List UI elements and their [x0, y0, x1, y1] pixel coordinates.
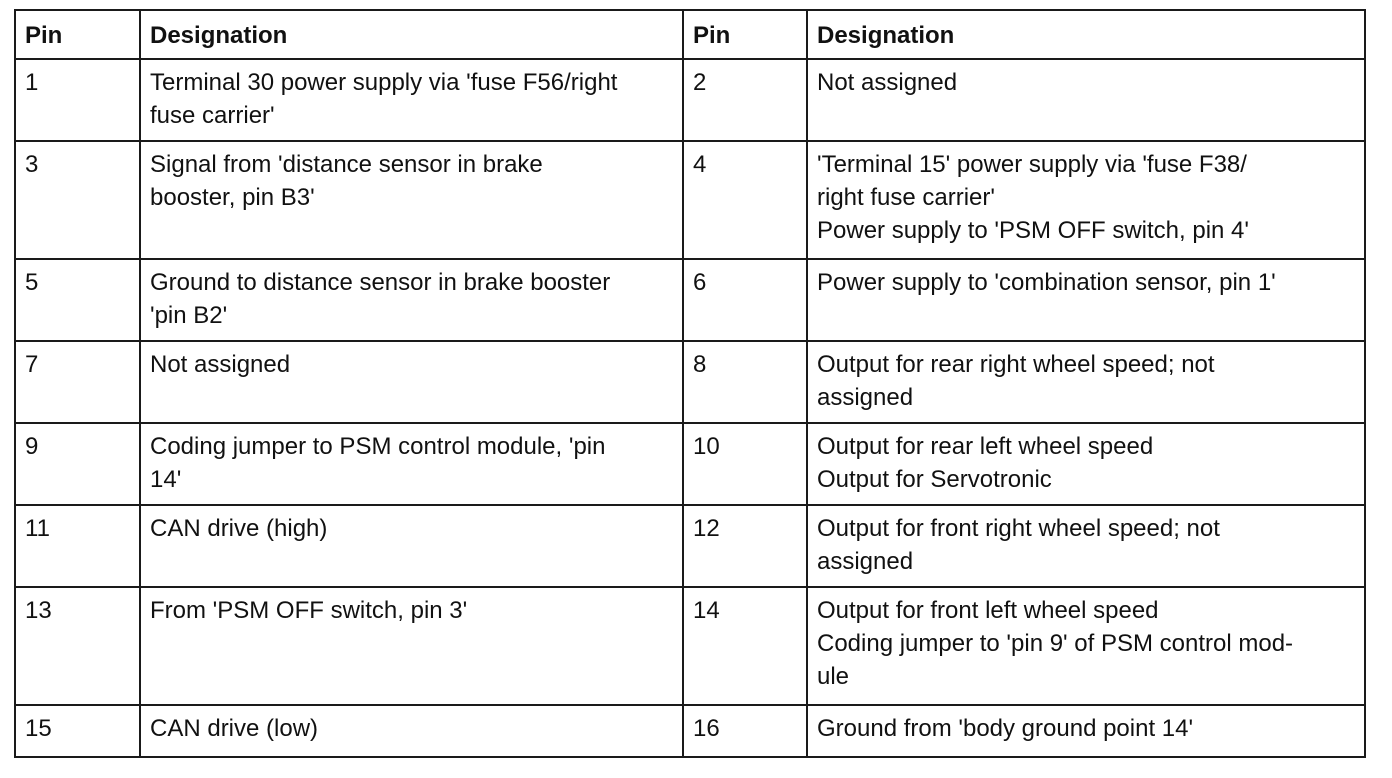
- table-row: [15, 505, 1365, 587]
- designation-cell: [140, 59, 683, 141]
- header-designation: Designation: [140, 10, 683, 59]
- designation-line: From 'PSM OFF switch, pin 3': [150, 597, 468, 624]
- designation-line: Not assigned: [817, 69, 958, 96]
- designation-cell: [807, 705, 1365, 757]
- designation-cell: [140, 705, 683, 757]
- table-row: [15, 423, 1365, 505]
- header-designation: Designation: [807, 10, 1365, 59]
- designation-cell: [807, 259, 1365, 341]
- designation-line: fuse carrier': [150, 102, 275, 129]
- pin-number-cell: 16: [683, 705, 807, 757]
- designation-cell: [807, 423, 1365, 505]
- pin-number-cell: 9: [15, 423, 140, 505]
- pin-number-cell: 14: [683, 587, 807, 705]
- designation-line: Ground to distance sensor in brake booster: [150, 269, 611, 296]
- designation-line: Output for front right wheel speed; not: [817, 515, 1220, 542]
- pin-number-cell: 5: [15, 259, 140, 341]
- designation-cell: [807, 141, 1365, 259]
- designation-cell: [140, 341, 683, 423]
- designation-line: Power supply to 'combination sensor, pin 1': [817, 269, 1276, 296]
- designation-line: 14': [150, 466, 182, 493]
- designation-cell: [807, 505, 1365, 587]
- pin-number-cell: 8: [683, 341, 807, 423]
- pin-number-cell: 4: [683, 141, 807, 259]
- pin-number-cell: 3: [15, 141, 140, 259]
- header-pin: Pin: [683, 10, 807, 59]
- designation-line: Power supply to 'PSM OFF switch, pin 4': [817, 217, 1249, 244]
- designation-line: Coding jumper to PSM control module, 'pin: [150, 433, 606, 460]
- designation-line: Output for rear right wheel speed; not: [817, 351, 1215, 378]
- designation-line: ule: [817, 663, 850, 690]
- pin-number-cell: 1: [15, 59, 140, 141]
- table-row: [15, 587, 1365, 705]
- designation-line: right fuse carrier': [817, 184, 995, 211]
- pin-number-cell: 7: [15, 341, 140, 423]
- table-row: [15, 341, 1365, 423]
- designation-line: assigned: [817, 384, 914, 411]
- designation-cell: [807, 341, 1365, 423]
- pin-number-cell: 15: [15, 705, 140, 757]
- pin-number-cell: 10: [683, 423, 807, 505]
- designation-line: CAN drive (high): [150, 515, 328, 542]
- designation-line: booster, pin B3': [150, 184, 315, 211]
- table-row: [15, 705, 1365, 757]
- table-row: [15, 59, 1365, 141]
- designation-line: Output for Servotronic: [817, 466, 1052, 493]
- pin-number-cell: 6: [683, 259, 807, 341]
- designation-line: assigned: [817, 548, 914, 575]
- designation-line: Coding jumper to 'pin 9' of PSM control mod-: [817, 630, 1294, 657]
- designation-cell: [140, 423, 683, 505]
- designation-line: Output for front left wheel speed: [817, 597, 1159, 624]
- table-row: [15, 259, 1365, 341]
- header-pin: Pin: [15, 10, 140, 59]
- designation-line: CAN drive (low): [150, 715, 319, 742]
- table-header-row: [15, 10, 1365, 59]
- designation-line: Terminal 30 power supply via 'fuse F56/right: [150, 69, 618, 96]
- designation-line: 'Terminal 15' power supply via 'fuse F38/: [817, 151, 1247, 178]
- designation-line: Ground from 'body ground point 14': [817, 715, 1194, 742]
- pin-assignment-table: [14, 9, 1366, 758]
- designation-cell: [140, 141, 683, 259]
- pin-number-cell: 12: [683, 505, 807, 587]
- pin-number-cell: 2: [683, 59, 807, 141]
- table-row: [15, 141, 1365, 259]
- designation-line: Not assigned: [150, 351, 291, 378]
- pin-number-cell: 11: [15, 505, 140, 587]
- pin-number-cell: 13: [15, 587, 140, 705]
- designation-line: Output for rear left wheel speed: [817, 433, 1154, 460]
- designation-cell: [807, 587, 1365, 705]
- designation-cell: [140, 587, 683, 705]
- designation-line: Signal from 'distance sensor in brake: [150, 151, 543, 178]
- designation-cell: [140, 505, 683, 587]
- designation-cell: [807, 59, 1365, 141]
- designation-line: 'pin B2': [150, 302, 228, 329]
- designation-cell: [140, 259, 683, 341]
